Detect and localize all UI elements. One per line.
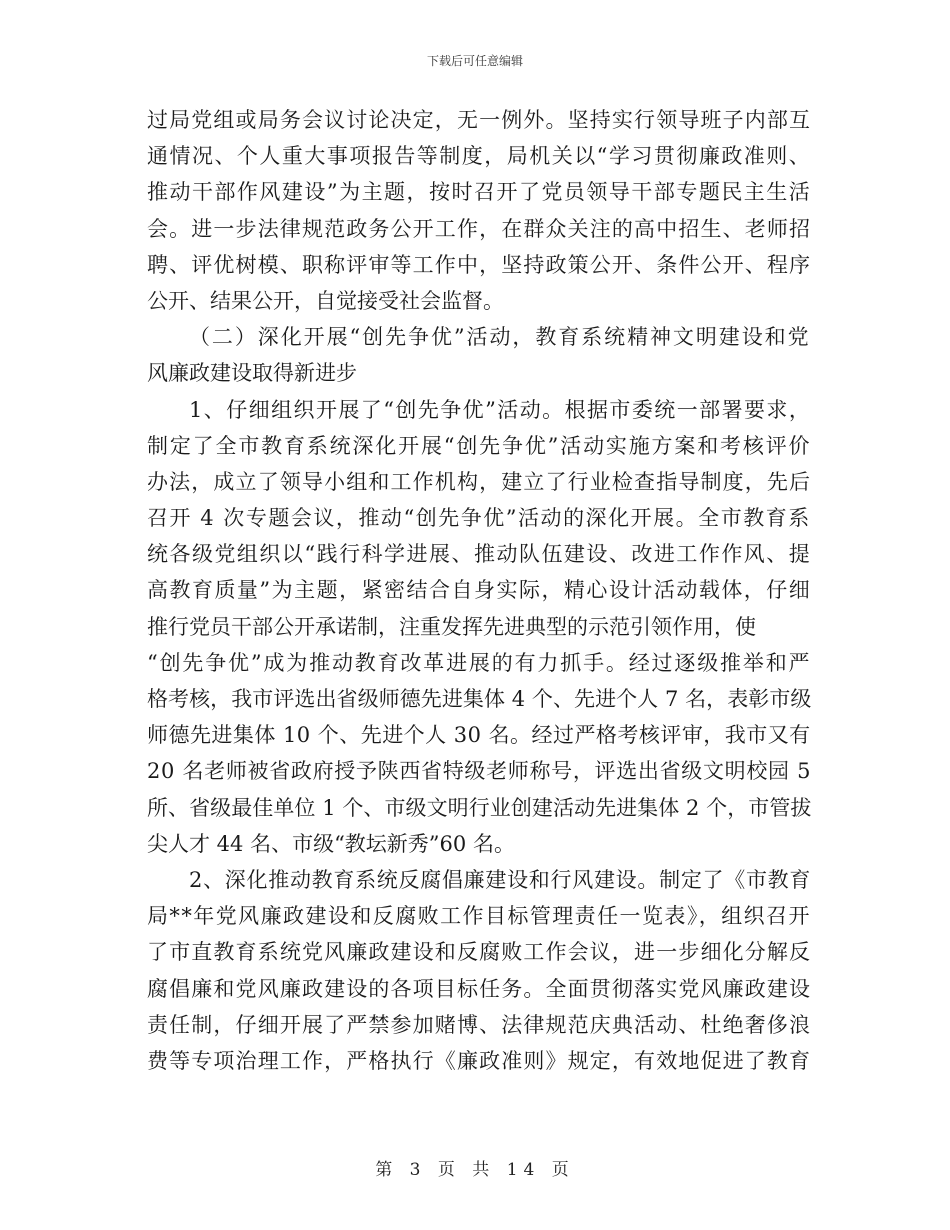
text-line: 推行党员干部公开承诺制，注重发挥先进典型的示范引领作用，使 <box>147 614 756 639</box>
text-line: 师德先进集体 10 个、先进个人 30 名。经过严格考核评审，我市又有 <box>147 723 811 748</box>
text-line: 高教育质量”为主题，紧密结合自身实际，精心设计活动载体，仔细 <box>147 578 812 603</box>
text-line: “创先争优”成为推动教育改革进展的有力抓手。经过逐级推举和严 <box>147 650 812 675</box>
text-line: 通情况、个人重大事项报告等制度，局机关以“学习贯彻廉政准则、 <box>147 144 812 169</box>
text-line: 制定了全市教育系统深化开展“创先争优”活动实施方案和考核评价 <box>147 433 812 458</box>
text-line: 格考核，我市评选出省级师德先进集体 4 个、先进个人 7 名，表彰市级 <box>147 687 812 711</box>
text-line: 过局党组或局务会议讨论决定，无一例外。坚持实行领导班子内部互 <box>147 108 812 132</box>
page-header: 下载后可任意编辑 <box>426 54 523 68</box>
text-line: 2、深化推动教育系统反腐倡廉建设和行风建设。制定了《市教育 <box>189 867 812 892</box>
text-line: 了市直教育系统党风廉政建设和反腐败工作会议，进一步细化分解反 <box>147 940 812 965</box>
text-line: 办法，成立了领导小组和工作机构，建立了行业检查指导制度，先后 <box>147 469 812 494</box>
text-line: 腐倡廉和党风廉政建设的各项目标任务。全面贯彻落实党风廉政建设 <box>147 976 812 1001</box>
page-number-footer: 第 3 页 共 14 页 <box>375 1160 575 1180</box>
text-line: 聘、评优树模、职称评审等工作中，坚持政策公开、条件公开、程序 <box>147 252 812 277</box>
text-line: 公开、结果公开，自觉接受社会监督。 <box>147 288 504 313</box>
text-line: 会。进一步法律规范政务公开工作，在群众关注的高中招生、老师招 <box>147 216 812 241</box>
text-line: 所、省级最佳单位 1 个、市级文明行业创建活动先进集体 2 个，市管拔 <box>147 795 812 820</box>
text-line: 尖人才 44 名、市级“教坛新秀”60 名。 <box>147 831 515 856</box>
text-line: 局**年党风廉政建设和反腐败工作目标管理责任一览表》，组织召开 <box>147 904 811 929</box>
text-line: 推动干部作风建设”为主题，按时召开了党员领导干部专题民主生活 <box>147 180 812 205</box>
text-line: 费等专项治理工作，严格执行《廉政准则》规定，有效地促进了教育 <box>147 1048 812 1073</box>
text-line: 责任制，仔细开展了严禁参加赌博、法律规范庆典活动、杜绝奢侈浪 <box>147 1012 812 1037</box>
document-body <box>147 102 811 1079</box>
section-heading-line: 风廉政建设取得新进步 <box>147 361 357 386</box>
text-line: 20 名老师被省政府授予陕西省特级老师称号，评选出省级文明校园 5 <box>147 759 812 784</box>
text-line: 统各级党组织以“践行科学进展、推动队伍建设、改进工作作风、提 <box>147 542 812 567</box>
text-line: 召开 4 次专题会议，推动“创先争优”活动的深化开展。全市教育系 <box>147 506 811 531</box>
section-heading-line: （二）深化开展“创先争优”活动，教育系统精神文明建设和党 <box>189 325 811 350</box>
text-line: 1、仔细组织开展了“创先争优”活动。根据市委统一部署要求， <box>189 397 812 422</box>
